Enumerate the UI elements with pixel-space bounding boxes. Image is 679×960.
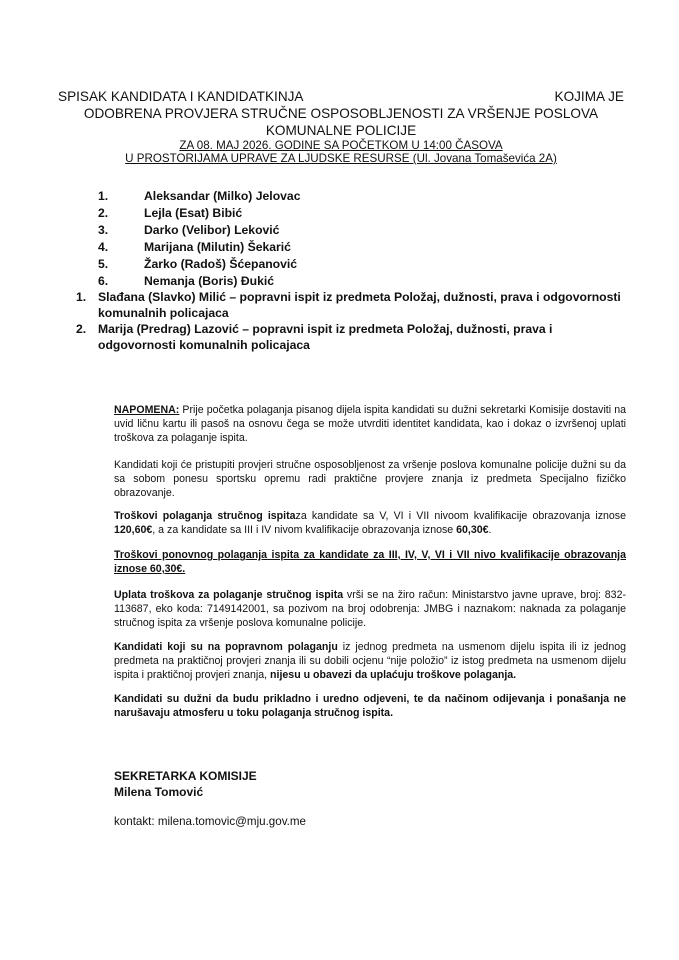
candidate-number: 4. [98,240,109,254]
payment-text: vrši se na žiro račun: Ministarstvo javne uprave, broj: 832-113687, eko koda: 7149142001, sa pozivom na broj odobrenja: JMBG i naznakom: naknada za polaganje stručnog ispita za vršenje poslova komunalne policije. [114,589,626,629]
contact-email[interactable]: kontakt: milena.tomovic@mju.gov.me [114,815,306,828]
retake-number: 2. [76,322,87,336]
document-title-line-2: ODOBRENA PROVJERA STRUČNE OSPOSOBLJENOSTI ZA VRŠENJE POSLOVA [83,106,599,121]
title-left: SPISAK KANDIDATA I KANDIDATKINJA [58,89,304,104]
candidate-number: 5. [98,257,109,271]
retake-costs-paragraph: Troškovi ponovnog polaganja ispita za kandidate za III, IV, V, VI i VII nivo kvalifikacije obrazovanja iznose 60,30€. [114,549,626,575]
costs-amount-1: 120,60€ [114,524,153,536]
retake-note-paragraph [114,640,626,682]
note-text: Prije početka polaganja pisanog dijela ispita kandidati su dužni sekretarki Komisije dostaviti na uvid ličnu kartu ili pasoš na osnovu čega se može utvrditi identitet kandidata, kao i dokaz o izvršenoj uplati troškova za polaganje ispita. [114,404,626,444]
candidate-name: Aleksandar (Milko) Jelovac [144,189,301,203]
candidate-name: Darko (Velibor) Leković [144,223,280,237]
costs-paragraph [114,509,626,537]
retake-note-bold: nijesu u obavezi da uplaćuju troškove polaganja. [270,669,517,681]
document-title-line-1 [58,88,624,105]
dress-code-paragraph: Kandidati su dužni da budu prikladno i uredno odjeveni, te da načinom odijevanja i ponašanja ne narušavaju atmosferu u toku polaganja stručnog ispita. [114,693,626,719]
equipment-paragraph: Kandidati koji će pristupiti provjeri stručne osposobljenost za vršenje poslova komunalne policije dužni su da sa sobom ponesu sportsku opremu radi praktične provjere znanja iz predmeta Specijalno fizičko obrazovanje. [114,459,626,499]
costs-text-2: , a za kandidate sa III i IV nivom kvalifikacije obrazovanja iznose [152,524,457,536]
candidate-name: Marijana (Milutin) Šekarić [144,240,291,254]
candidate-number: 6. [98,274,109,288]
exam-date: ZA 08. MAJ 2026. GODINE SA POČETKOM U 14:00 ČASOVA [179,139,503,152]
note-paragraph [114,403,626,445]
retake-text: Marija (Predrag) Lazović – popravni ispit iz predmeta Položaj, dužnosti, prava i odgovornosti komunalnih policajaca [98,322,553,352]
candidate-number: 1. [98,189,109,203]
note-label: NAPOMENA: [114,404,180,416]
candidate-number: 2. [98,206,109,220]
retake-note-text: iz jednog predmeta na usmenom dijelu ispita ili iz jednog predmeta na praktičnoj provjeri znanja ili su dobili ocjenu “nije položio” iz istog predmeta na usmenom dijelu ispita i praktičnoj provjeri znanja, [114,641,626,681]
retake-number: 1. [76,290,87,304]
costs-amount-2: 60,30€ [456,524,489,536]
candidate-name: Žarko (Radoš) Šćepanović [144,257,298,271]
candidate-name: Nemanja (Boris) Đukić [144,274,275,288]
retake-note-label: Kandidati koji su na popravnom polaganju [114,641,338,653]
retake-text: Slađana (Slavko) Milić – popravni ispit iz predmeta Položaj, dužnosti, prava i odgovornosti komunalnih policajaca [98,290,621,320]
document-title-line-3: KOMUNALNE POLICIJE [265,123,417,138]
payment-label: Uplata troškova za polaganje stručnog ispita [114,589,344,601]
title-right: KOJIMA JE [554,89,624,104]
costs-text-3: . [488,524,492,536]
exam-location: U PROSTORIJAMA UPRAVE ZA LJUDSKE RESURSE (Ul. Jovana Tomaševića 2A) [125,152,557,165]
payment-paragraph [114,588,626,630]
candidate-name: Lejla (Esat) Bibić [144,206,243,220]
signature-title: SEKRETARKA KOMISIJE [114,769,257,783]
candidate-number: 3. [98,223,109,237]
costs-label: Troškovi polaganja stručnog ispita [114,510,296,522]
costs-text-1: za kandidate sa V, VI i VII nivoom kvalifikacije obrazovanja iznose [295,510,626,522]
signature-name: Milena Tomović [114,785,204,799]
